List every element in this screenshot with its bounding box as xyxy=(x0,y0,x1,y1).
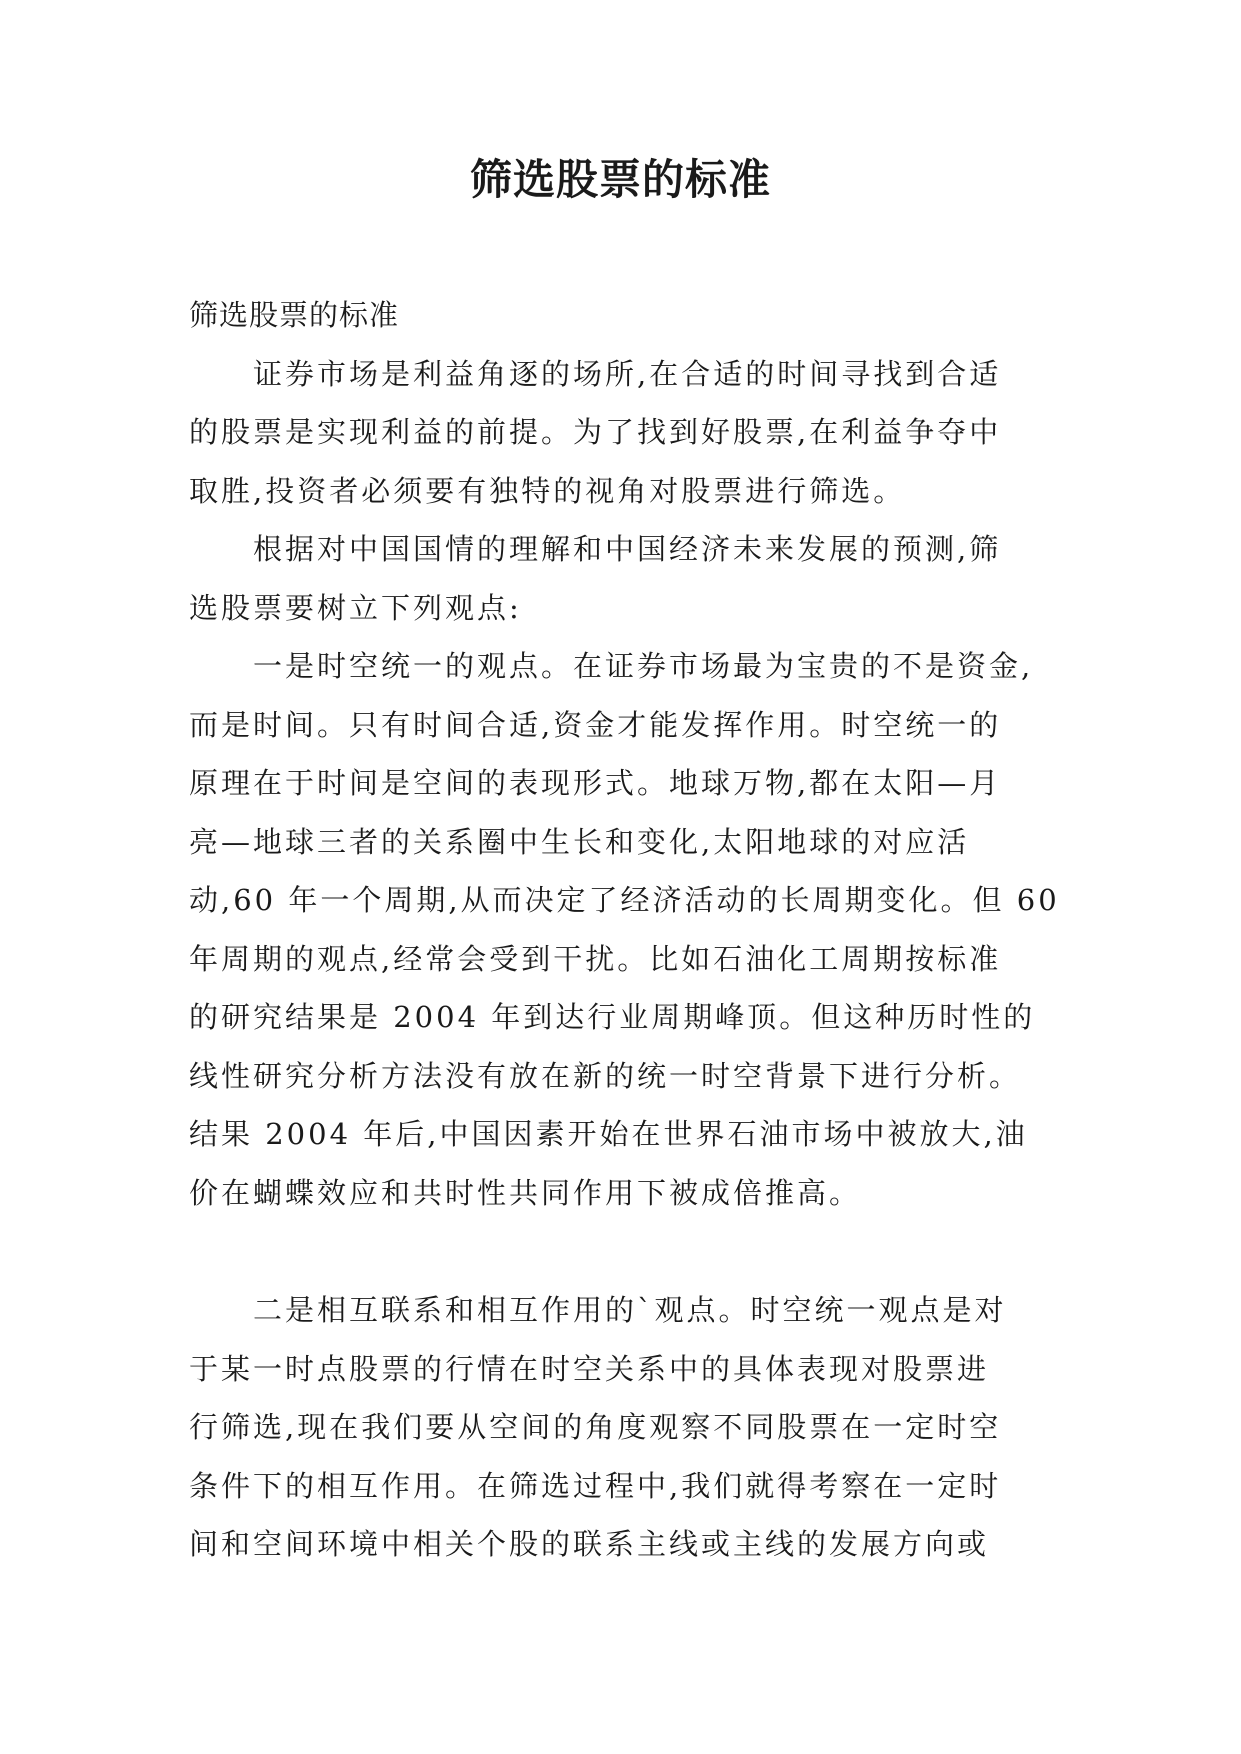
paragraph-line: 而是时间。只有时间合适,资金才能发挥作用。时空统一的 xyxy=(189,707,1002,742)
paragraph-3 xyxy=(189,637,1060,1222)
paragraph-2 xyxy=(189,520,1053,637)
paragraph-line: 取胜,投资者必须要有独特的视角对股票进行筛选。 xyxy=(189,473,906,508)
paragraph-line: 根据对中国国情的理解和中国经济未来发展的预测,筛 xyxy=(189,532,1002,566)
document-body xyxy=(189,286,1060,1574)
paragraph-line: 的股票是实现利益的前提。为了找到好股票,在利益争夺中 xyxy=(189,415,1002,449)
paragraph-line: 动,60 年一个周期,从而决定了经济活动的长周期变化。但 60 xyxy=(189,883,1060,917)
paragraph-line: 行筛选,现在我们要从空间的角度观察不同股票在一定时空 xyxy=(189,1410,1002,1444)
paragraph-line: 一是时空统一的观点。在证券市场最为宝贵的不是资金, xyxy=(189,649,1034,683)
document-subtitle: 筛选股票的标准 xyxy=(189,298,400,332)
paragraph-line: 价在蝴蝶效应和共时性共同作用下被成倍推高。 xyxy=(189,1175,862,1210)
document-title: 筛选股票的标准 xyxy=(469,155,771,204)
paragraph-line: 条件下的相互作用。在筛选过程中,我们就得考察在一定时 xyxy=(189,1468,1002,1503)
paragraph-line: 线性研究分析方法没有放在新的统一时空背景下进行分析。 xyxy=(189,1058,1022,1093)
paragraph-line: 的研究结果是 2004 年到达行业周期峰顶。但这种历时性的 xyxy=(189,1000,1036,1034)
paragraph-line: 年周期的观点,经常会受到干扰。比如石油化工周期按标准 xyxy=(189,941,1002,976)
paragraph-spacer xyxy=(189,1222,1053,1281)
paragraph-1 xyxy=(189,345,1053,521)
paragraph-4 xyxy=(189,1281,1053,1574)
paragraph-line: 结果 2004 年后,中国因素开始在世界石油市场中被放大,油 xyxy=(189,1117,1028,1151)
paragraph-line: 选股票要树立下列观点: xyxy=(189,590,522,625)
paragraph-line: 原理在于时间是空间的表现形式。地球万物,都在太阳—月 xyxy=(189,766,1002,800)
paragraph-line: 证券市场是利益角逐的场所,在合适的时间寻找到合适 xyxy=(189,356,1002,391)
paragraph-line: 二是相互联系和相互作用的`观点。时空统一观点是对 xyxy=(189,1293,1007,1327)
paragraph-line: 间和空间环境中相关个股的联系主线或主线的发展方向或 xyxy=(189,1527,990,1561)
paragraph-line: 亮—地球三者的关系圈中生长和变化,太阳地球的对应活 xyxy=(189,824,970,859)
paragraph-line: 于某一时点股票的行情在时空关系中的具体表现对股票进 xyxy=(189,1351,990,1386)
